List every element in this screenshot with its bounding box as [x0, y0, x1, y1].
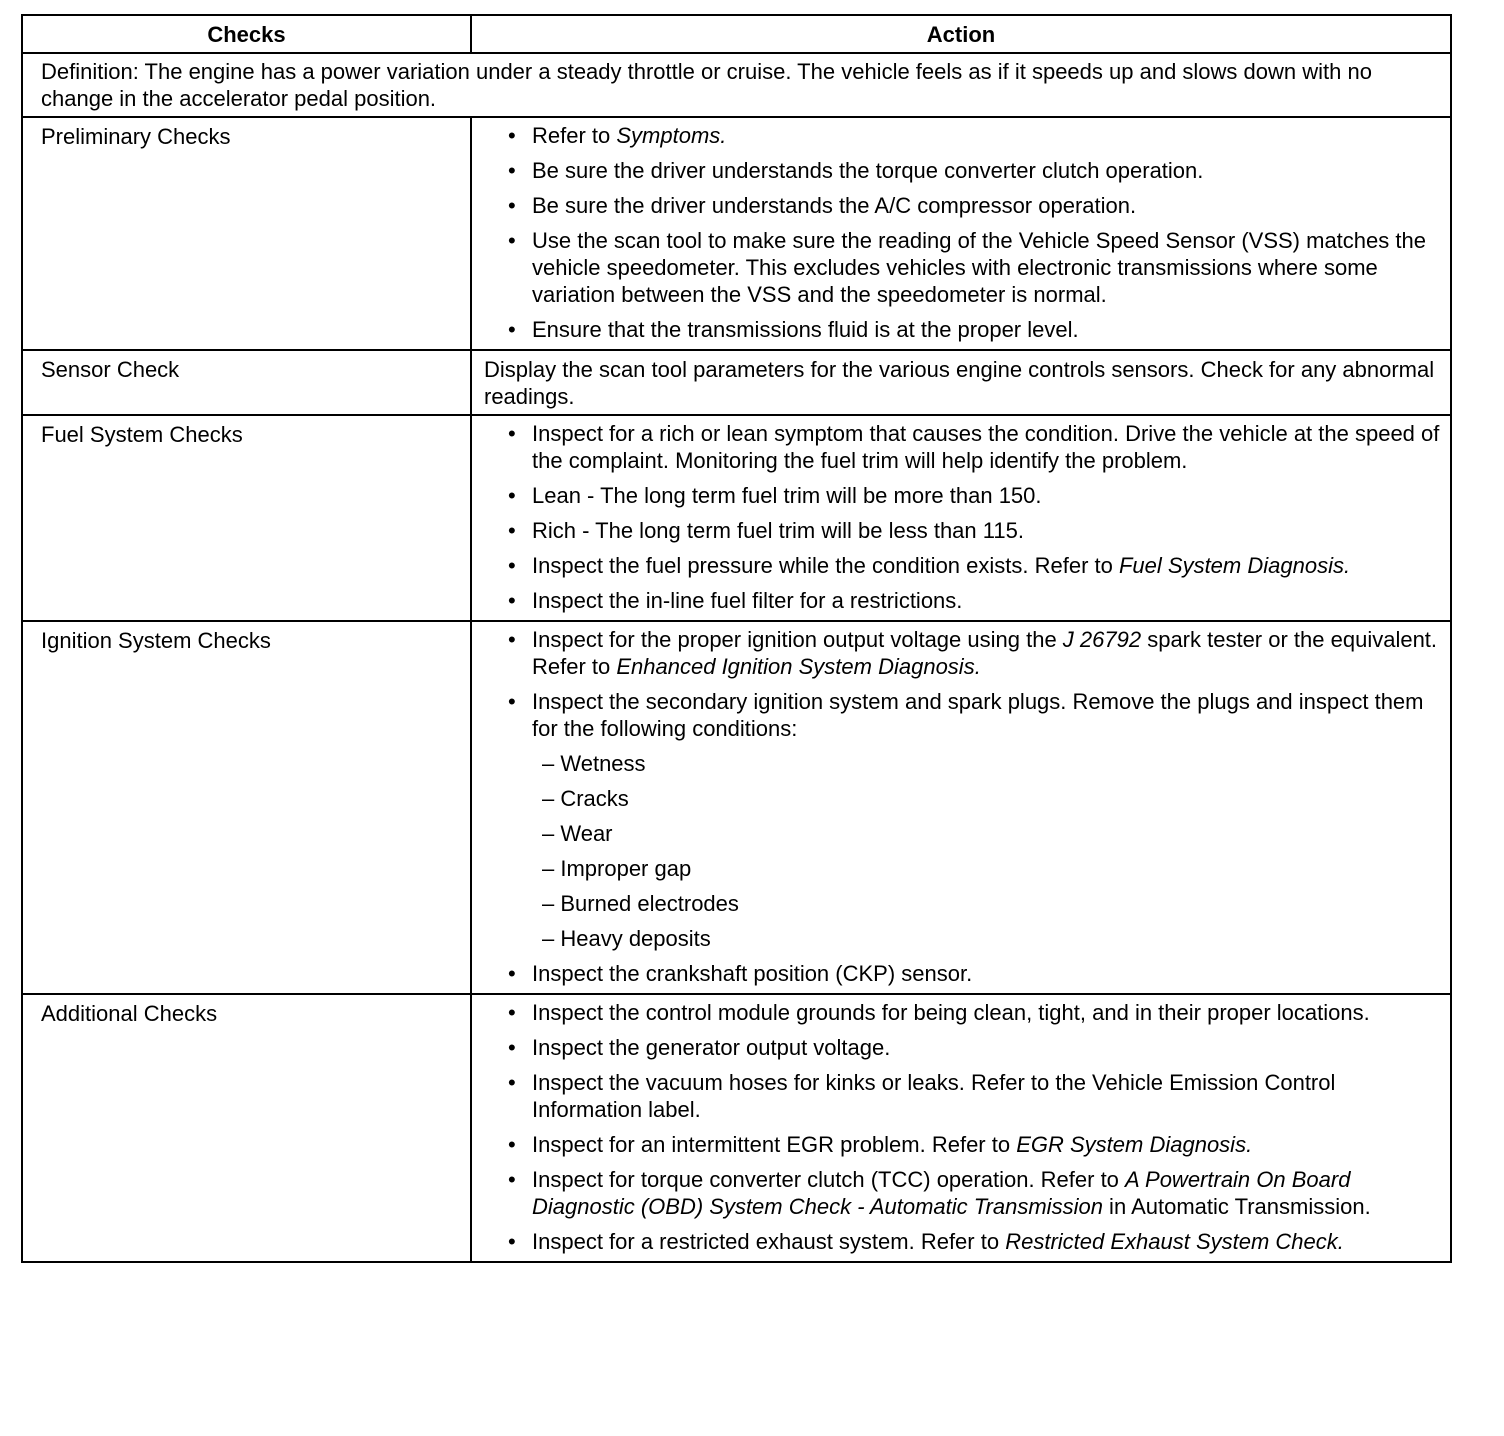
reference-symptoms: Symptoms. — [616, 123, 727, 148]
fuel-system-checks-row — [22, 415, 1451, 621]
definition-row — [22, 53, 1451, 117]
list-item: • Inspect the crankshaft position (CKP) sensor. — [508, 960, 1442, 987]
sensor-check-action: Display the scan tool parameters for the various engine controls sensors. Check for any abnormal readings. — [471, 350, 1451, 415]
ignition-system-checks-row — [22, 621, 1451, 994]
item-text: in Automatic Transmission. — [1102, 1194, 1371, 1219]
list-item: • Lean - The long term fuel trim will be more than 150. — [508, 482, 1442, 509]
list-item — [508, 552, 1442, 579]
item-text: Inspect the fuel pressure while the condition exists. Refer to — [532, 553, 1119, 578]
header-row — [22, 15, 1451, 53]
list-item: • Be sure the driver understands the torque converter clutch operation. — [508, 157, 1442, 184]
condition-item: – Burned electrodes — [542, 891, 739, 916]
item-text: Inspect for an intermittent EGR problem. Refer to — [532, 1132, 1017, 1157]
item-text: Inspect for torque converter clutch (TCC) operation. Refer to — [532, 1167, 1126, 1192]
list-item: • Inspect the in-line fuel filter for a restrictions. — [508, 587, 1442, 614]
condition-item: – Heavy deposits — [542, 926, 711, 951]
diagnostic-table — [21, 14, 1452, 1263]
definition-text: Definition: The engine has a power variation under a steady throttle or cruise. The vehicle feels as if it speeds up and slows down with no change in the accelerator pedal position. — [22, 53, 1451, 117]
ignition-system-checks-actions — [471, 621, 1451, 994]
item-text: Inspect for the proper ignition output voltage using the — [532, 627, 1063, 652]
list-item: • Be sure the driver understands the A/C compressor operation. — [508, 192, 1442, 219]
reference-restricted-exhaust-check: Restricted Exhaust System Check. — [1005, 1229, 1344, 1254]
list-item — [508, 1166, 1442, 1220]
list-item: • Inspect the generator output voltage. — [508, 1034, 1442, 1061]
checks-column-header: Checks — [22, 15, 471, 53]
list-item — [508, 1228, 1442, 1255]
additional-checks-label: Additional Checks — [22, 994, 471, 1262]
item-text: Refer to — [532, 123, 617, 148]
sensor-check-row — [22, 350, 1451, 415]
list-item: • Use the scan tool to make sure the reading of the Vehicle Speed Sensor (VSS) matches the vehicle speedometer. This excludes vehicles with electronic transmissions where some variation between the VSS and the speedometer is normal. — [508, 227, 1442, 308]
fuel-system-checks-actions — [471, 415, 1451, 621]
condition-item: – Cracks — [542, 786, 629, 811]
reference-obd-system-check: A Powertrain On Board Diagnostic (OBD) System Check - Automatic Transmission — [532, 1167, 1351, 1219]
reference-enhanced-ignition-diagnosis: Enhanced Ignition System Diagnosis. — [616, 654, 981, 679]
action-column-header: Action — [471, 15, 1451, 53]
item-text: Inspect the secondary ignition system and spark plugs. Remove the plugs and inspect them for the following conditions: — [532, 689, 1424, 741]
ignition-system-checks-label: Ignition System Checks — [22, 621, 471, 994]
reference-fuel-system-diagnosis: Fuel System Diagnosis. — [1118, 553, 1351, 578]
condition-item: – Wetness — [542, 751, 646, 776]
item-text: Inspect for a restricted exhaust system. Refer to — [532, 1229, 1006, 1254]
condition-item: – Wear — [542, 821, 613, 846]
condition-item: – Improper gap — [542, 856, 692, 881]
list-item — [508, 1131, 1442, 1158]
additional-checks-actions — [471, 994, 1451, 1262]
list-item — [508, 688, 1442, 952]
reference-egr-diagnosis: EGR System Diagnosis. — [1016, 1132, 1253, 1157]
item-text: spark tester or the equivalent. Refer to — [532, 627, 1438, 679]
list-item: • Ensure that the transmissions fluid is at the proper level. — [508, 316, 1442, 343]
preliminary-checks-label: Preliminary Checks — [22, 117, 471, 350]
additional-checks-row — [22, 994, 1451, 1262]
list-item: • Inspect the control module grounds for being clean, tight, and in their proper locations. — [508, 999, 1442, 1026]
list-item: • Inspect for a rich or lean symptom that causes the condition. Drive the vehicle at the speed of the complaint. Monitoring the fuel trim will help identify the problem. — [508, 420, 1442, 474]
list-item — [508, 626, 1442, 680]
preliminary-checks-actions — [471, 117, 1451, 350]
list-item: • Inspect the vacuum hoses for kinks or leaks. Refer to the Vehicle Emission Control Information label. — [508, 1069, 1442, 1123]
preliminary-checks-row — [22, 117, 1451, 350]
list-item: • Rich - The long term fuel trim will be less than 115. — [508, 517, 1442, 544]
tool-number: J 26792 — [1062, 627, 1142, 652]
sensor-check-label: Sensor Check — [22, 350, 471, 415]
fuel-system-checks-label: Fuel System Checks — [22, 415, 471, 621]
list-item — [508, 122, 1442, 149]
conditions-list — [542, 750, 1442, 952]
